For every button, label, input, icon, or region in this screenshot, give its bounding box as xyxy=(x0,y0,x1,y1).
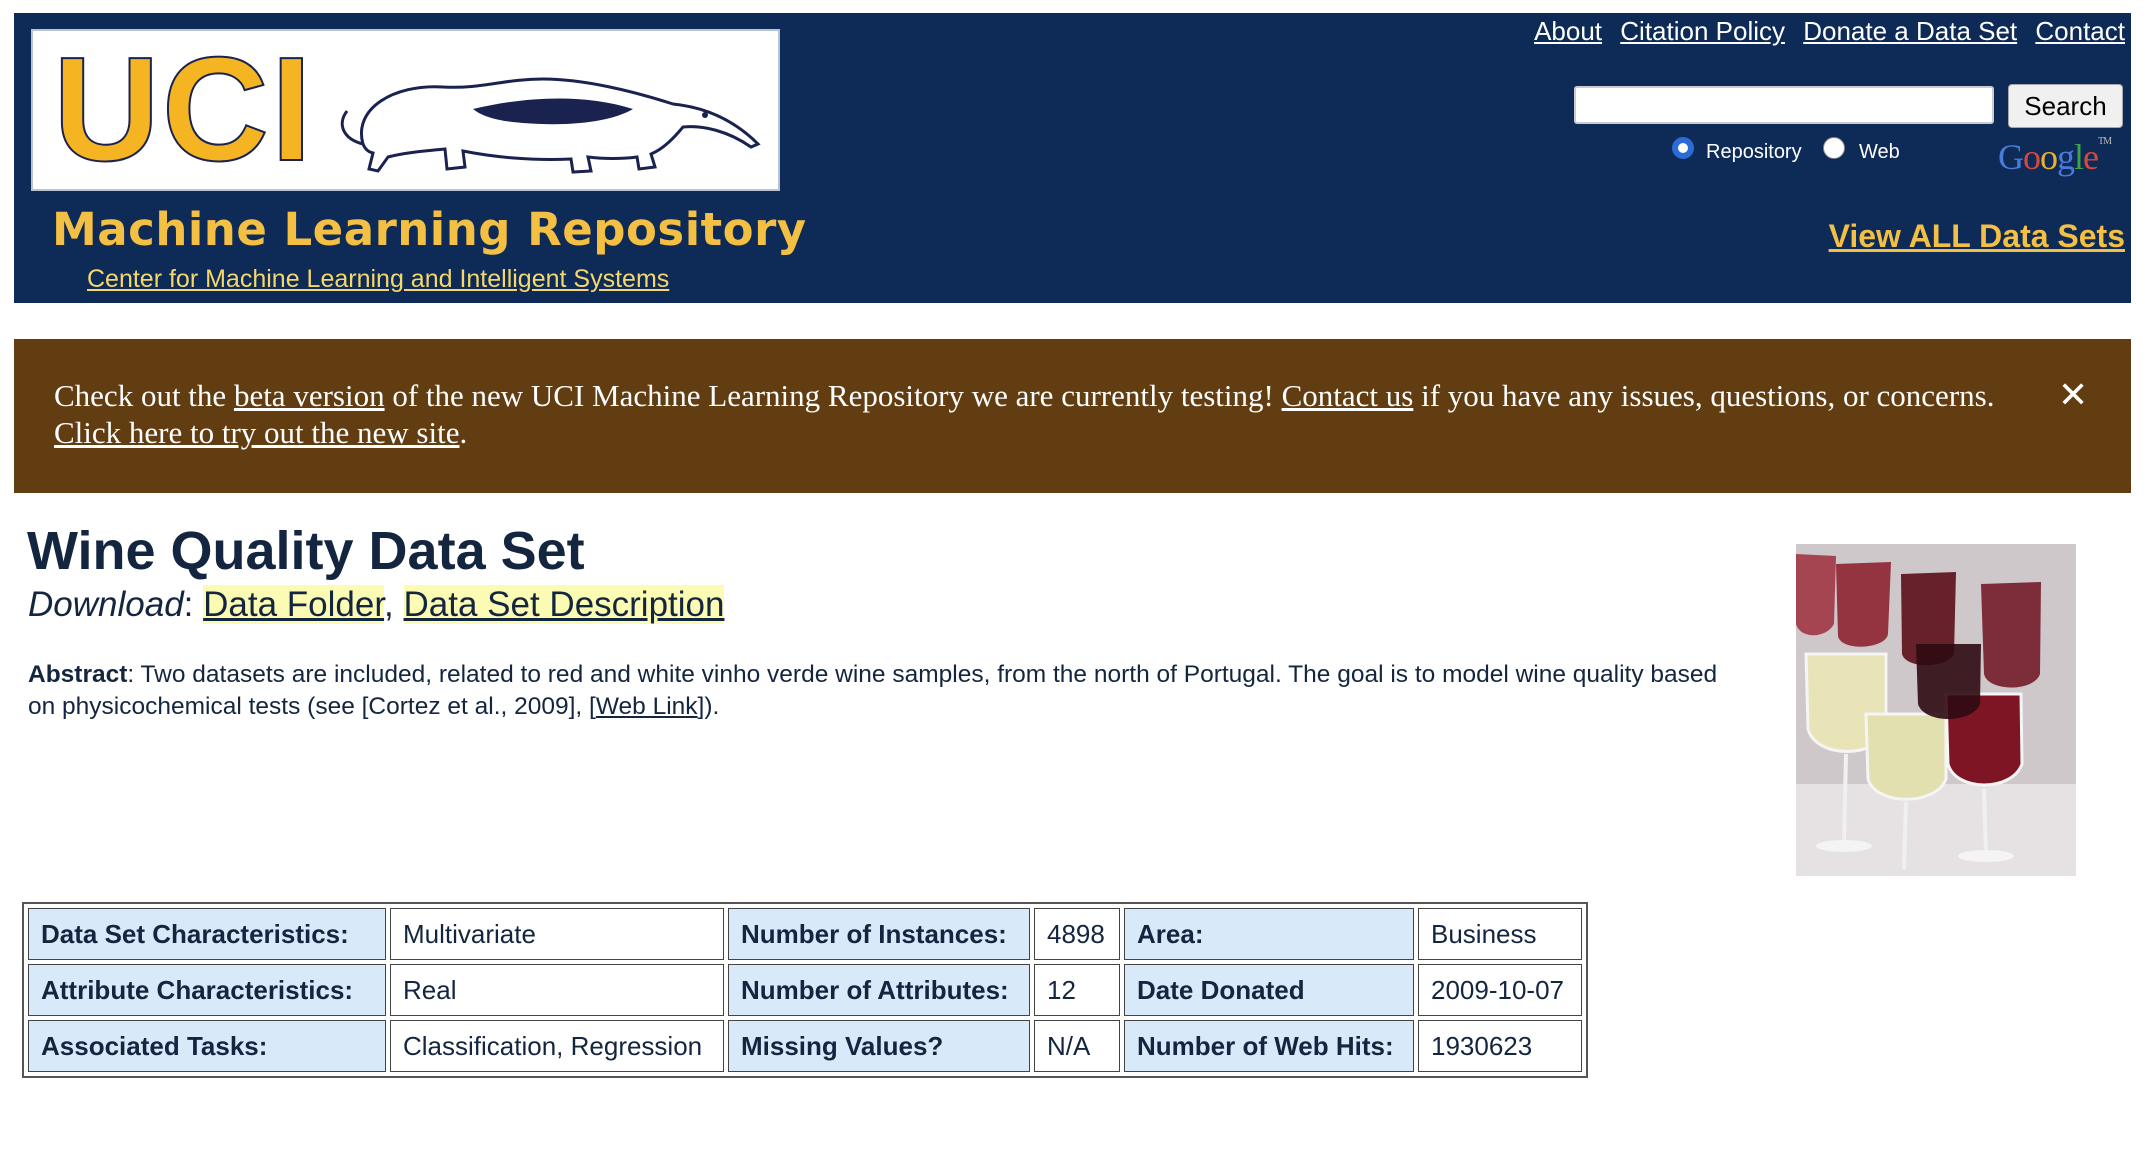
table-cell-key: Date Donated xyxy=(1124,964,1414,1016)
close-icon[interactable]: ✕ xyxy=(2058,375,2089,416)
table-cell-key: Attribute Characteristics: xyxy=(28,964,386,1016)
site-header xyxy=(14,13,2131,303)
nav-about-link[interactable]: About xyxy=(1534,16,1603,46)
abstract-end: ]). xyxy=(697,693,720,720)
banner-text-part: . xyxy=(459,415,468,450)
table-cell-value: 12 xyxy=(1034,964,1120,1016)
view-all-datasets-link[interactable]: View ALL Data Sets xyxy=(1828,218,2125,254)
table-row xyxy=(28,908,1582,960)
table-cell-key: Number of Web Hits: xyxy=(1124,1020,1414,1072)
radio-repository-label: Repository xyxy=(1706,141,1802,163)
table-cell-value: 2009-10-07 xyxy=(1418,964,1582,1016)
table-row xyxy=(28,1020,1582,1072)
abstract xyxy=(28,659,1728,723)
table-cell-value: Business xyxy=(1418,908,1582,960)
radio-web-label: Web xyxy=(1859,141,1900,163)
banner-text-part: if you have any issues, questions, or concerns. xyxy=(1413,378,1995,413)
table-cell-value: 4898 xyxy=(1034,908,1120,960)
site-title: Machine Learning Repository xyxy=(52,203,807,256)
search-input[interactable] xyxy=(1574,86,1994,124)
banner-text xyxy=(54,377,2004,451)
table-cell-value: Real xyxy=(390,964,724,1016)
nav-citation-policy-link[interactable]: Citation Policy xyxy=(1620,16,1785,46)
table-cell-key: Area: xyxy=(1124,908,1414,960)
web-link[interactable]: Web Link xyxy=(595,693,698,720)
abstract-label: Abstract xyxy=(28,661,128,688)
beta-version-link[interactable]: beta version xyxy=(233,378,385,413)
top-nav xyxy=(1523,16,2125,47)
table-cell-value: Classification, Regression xyxy=(390,1020,724,1072)
table-cell-value: 1930623 xyxy=(1418,1020,1582,1072)
search-button[interactable]: Search xyxy=(2008,84,2123,128)
center-link[interactable]: Center for Machine Learning and Intelligent Systems xyxy=(87,265,670,293)
table-row xyxy=(28,964,1582,1016)
table-cell-key: Missing Values? xyxy=(728,1020,1030,1072)
uci-logo[interactable] xyxy=(31,29,780,191)
radio-repository[interactable] xyxy=(1672,137,1694,159)
radio-web[interactable] xyxy=(1823,137,1845,159)
banner-text-part: Check out the xyxy=(54,378,234,413)
contact-us-link[interactable]: Contact us xyxy=(1281,378,1414,413)
abstract-text: : Two datasets are included, related to red and white vinho verde wine samples, from the north of Portugal. The goal is to model wine quality based on physicochemical tests (see [Cortez et al., 2009], [ xyxy=(28,661,1718,720)
table-cell-key: Number of Instances: xyxy=(728,908,1030,960)
anteater-icon xyxy=(333,49,763,179)
google-logo: Google™ xyxy=(1998,136,2111,177)
nav-donate-link[interactable]: Donate a Data Set xyxy=(1803,16,2018,46)
table-cell-value: N/A xyxy=(1034,1020,1120,1072)
data-set-description-link[interactable]: Data Set Description xyxy=(403,585,725,624)
table-cell-value: Multivariate xyxy=(390,908,724,960)
table-cell-key: Number of Attributes: xyxy=(728,964,1030,1016)
nav-contact-link[interactable]: Contact xyxy=(2035,16,2125,46)
beta-banner xyxy=(14,339,2131,493)
page-title: Wine Quality Data Set xyxy=(27,521,585,581)
table-cell-key: Data Set Characteristics: xyxy=(28,908,386,960)
data-folder-link[interactable]: Data Folder xyxy=(203,585,385,624)
banner-text-part: of the new UCI Machine Learning Repository we are currently testing! xyxy=(384,378,1282,413)
table-cell-key: Associated Tasks: xyxy=(28,1020,386,1072)
logo-uci-text: UCI xyxy=(53,27,314,192)
download-line: Download: Data Folder, Data Set Description xyxy=(28,585,725,624)
wine-glasses-image xyxy=(1796,544,2076,876)
try-new-site-link[interactable]: Click here to try out the new site xyxy=(54,415,460,450)
download-label: Download xyxy=(28,585,184,624)
dataset-info-table xyxy=(22,902,1588,1078)
